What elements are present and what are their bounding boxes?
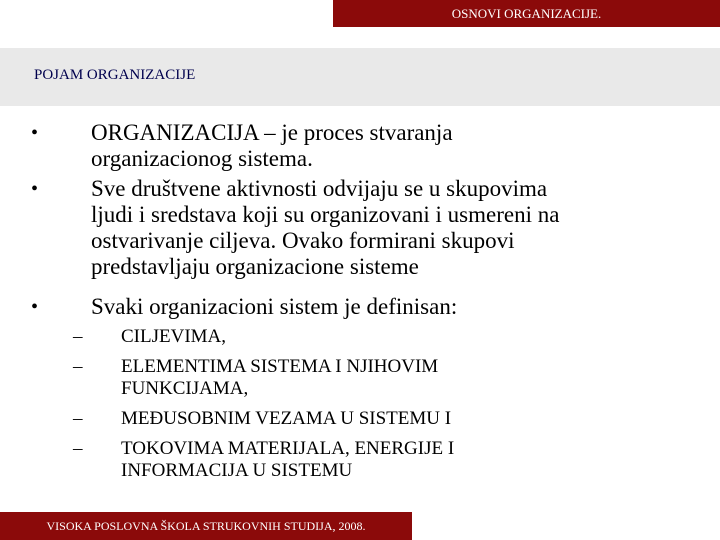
bullet-mark: •	[31, 122, 39, 144]
sub-item-text	[121, 408, 681, 430]
sub-item-text	[121, 356, 681, 400]
slide-title: POJAM ORGANIZACIJE	[34, 67, 196, 83]
sub-item-mark: –	[73, 438, 83, 459]
bullet-mark: •	[31, 178, 39, 200]
slide-title-band	[0, 48, 720, 106]
sub-item-mark: –	[73, 326, 83, 347]
sub-item-line: MEĐUSOBNIM VEZAMA U SISTEMU I	[121, 408, 452, 429]
sub-item-line: TOKOVIMA MATERIJALA, ENERGIJE I	[121, 438, 455, 459]
bullet-mark: •	[31, 296, 39, 318]
bullet-line: ORGANIZACIJA – je proces stvaranja	[91, 120, 453, 145]
bullet-text	[91, 176, 711, 280]
bullet-line: predstavljaju organizacione sisteme	[91, 254, 419, 279]
bullet-line: ostvarivanje ciljeva. Ovako formirani skupovi	[91, 228, 515, 253]
sub-item-text	[121, 438, 681, 482]
bullet-line: Svaki organizacioni sistem je definisan:	[91, 294, 458, 319]
sub-item-line: INFORMACIJA U SISTEMU	[121, 460, 353, 481]
sub-item-mark: –	[73, 356, 83, 377]
footer-banner	[0, 512, 412, 540]
sub-item-line: CILJEVIMA,	[121, 326, 227, 347]
sub-item-line: FUNKCIJAMA,	[121, 378, 249, 399]
sub-item-text	[121, 326, 681, 348]
bullet-text	[91, 294, 711, 320]
sub-item-mark: –	[73, 408, 83, 429]
sub-item-line: ELEMENTIMA SISTEMA I NJIHOVIM	[121, 356, 439, 377]
header-banner-text: OSNOVI ORGANIZACIJE.	[451, 5, 602, 21]
bullet-text	[91, 120, 711, 172]
bullet-line: organizacionog sistema.	[91, 146, 313, 171]
bullet-line: Sve društvene aktivnosti odvijaju se u skupovima	[91, 176, 548, 201]
header-banner	[333, 0, 720, 27]
footer-text: VISOKA POSLOVNA ŠKOLA STRUKOVNIH STUDIJA, 2008.	[46, 518, 366, 533]
bullet-line: ljudi i sredstava koji su organizovani i usmereni na	[91, 202, 560, 227]
